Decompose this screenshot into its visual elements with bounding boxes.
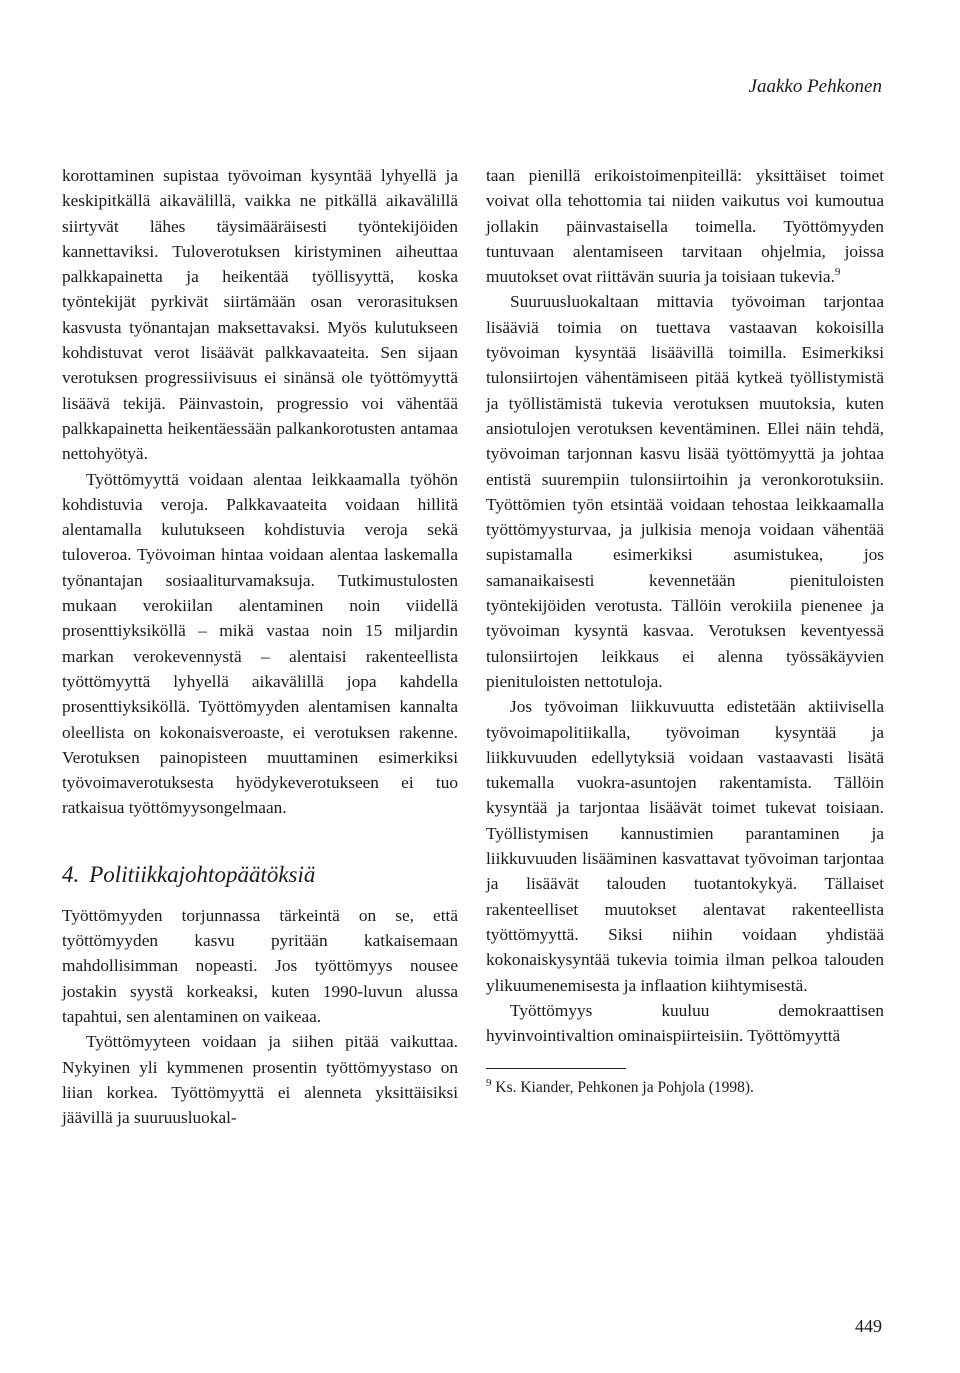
continuation-text: taan pienillä erikoistoimenpiteillä: yksittäiset toimet voivat olla tehottomia tai niiden vaikutus voi kumoutua jollakin päinvastaisella toimella. Työttömyyden tuntuvaan alentamiseen tarvitaan ohjelmia, joissa muutokset ovat riittävän suuria ja toisiaan tukevia. — [486, 166, 884, 287]
running-head-author: Jaakko Pehkonen — [748, 76, 882, 97]
page-number: 449 — [855, 1316, 882, 1336]
footnote-divider — [486, 1068, 626, 1069]
section-heading — [62, 861, 458, 889]
body-paragraph: Työttömyys kuuluu demokraattisen hyvinvointivaltion ominaispiirteisiin. Työttömyyttä — [486, 1000, 884, 1046]
body-paragraph: Suuruusluokaltaan mittavia työvoiman tarjontaa lisääviä toimia on tuettava vastaavan kokoisilla työvoiman kysyntää lisäävillä toimilla. Esimerkiksi tulonsiirtojen vähentämiseen pitää kytkeä työllistymistä ja työllistämistä tukevia verotuksen muutoksia, kuten ansiotulojen verotuksen keventäminen. Ellei näin tehdä, työvoiman tarjonnan kasvu lisää työttömyyttä ja johtaa entistä suurempiin tulonsiirtoihin ja veronkorotuksiin. Työttömien työn etsintää voidaan tehostaa leikkaamalla työttömyysturvaa, ja julkisia menoja voidaan vähentää supistamalla esimerkiksi asumistukea, jos samanaikaisesti kevennetään pienituloisten työntekijöiden verotusta. Tällöin verokiila pienenee ja työvoiman kysyntä kasvaa. Verotuksen keventyessä tulonsiirtojen leikkaus ei alenna työssäkäyvien pienituloisten nettotuloja. — [486, 292, 884, 691]
left-column — [62, 163, 458, 1130]
footnote-marker: 9 — [486, 1077, 492, 1090]
body-paragraph-continued: Työttömyyteen voidaan ja siihen pitää vaikuttaa. Nykyinen yli kymmenen prosentin työttömyystaso on liian korkea. Työttömyyttä ei alenneta yksittäisiksi jäävillä ja suuruusluokal- — [62, 1032, 458, 1128]
footnote — [486, 1077, 884, 1099]
footnote-reference[interactable]: 9 — [834, 266, 841, 279]
body-paragraph-continuation — [486, 163, 884, 289]
body-paragraph: Työttömyyden torjunnassa tärkeintä on se, että työttömyyden kasvu pyritään katkaisemaan mahdollisimman nopeasti. Jos työttömyys nousee jostakin syystä korkeaksi, kuten 1990-luvun alussa tapahtui, sen alentaminen on vaikeaa. — [62, 905, 458, 1026]
right-column — [486, 163, 884, 1099]
body-paragraph: Työttömyyttä voidaan alentaa leikkaamalla työhön kohdistuvia veroja. Palkkavaateita voidaan hillitä alentamalla kulutukseen kohdistuvia veroja sekä tuloveroa. Työvoiman hintaa voidaan alentaa laskemalla työnantajan sosiaaliturvamaksuja. Tutkimustulosten mukaan verokiilan alentaminen noin viidellä prosenttiyksiköllä – mikä vastaa noin 15 miljardin markan verokevennystä – alentaisi rakenteellista työttömyyttä lyhyellä aikavälillä jopa kahdella prosenttiyksiköllä. Työttömyyden alentamisen kannalta oleellista on kokonaisveroaste, ei verotuksen rakenne. Verotuksen painopisteen muuttaminen esimerkiksi työvoimaverotuksesta hyödykeverotukseen ei tuo ratkaisua työttömyysongelmaan. — [62, 469, 458, 818]
body-paragraph: Jos työvoiman liikkuvuutta edistetään aktiivisella työvoimapolitiikalla, työvoiman kysyntää ja liikkuvuuden edellytyksiä voidaan vastaavasti lisätä tukemalla vuokra-asuntojen rakentamista. Tällöin kysyntää ja tarjontaa lisäävät toimet tukevat toisiaan. Työllistymisen kannustimien parantaminen ja liikkuvuuden lisääminen kasvattavat työvoiman tarjontaa ja lisäävät talouden tuotantokykyä. Tällaiset rakenteelliset muutokset alentavat rakenteellista työttömyyttä. Siksi niihin voidaan yhdistää kokonaiskysyntää tukevia toimia ilman pelkoa talouden ylikuumenemisesta ja inflaation kiihtymisestä. — [486, 697, 884, 995]
footnote-text: Ks. Kiander, Pehkonen ja Pohjola (1998). — [495, 1079, 754, 1097]
body-paragraph: korottaminen supistaa työvoiman kysyntää lyhyellä ja keskipitkällä aikavälillä, vaikka ne pitkällä aikavälillä siirtyvät lähes täysimääräisesti työntekijöiden kannettaviksi. Tuloverotuksen kiristyminen aiheuttaa palkkapainetta ja heikentää työllisyyttä, koska työntekijät pyrkivät siirtämään osan verorasituksen kasvusta työnantajan maksettavaksi. Myös kulutukseen kohdistuvat verot lisäävät palkkavaateita. Sen sijaan verotuksen progressiivisuus ei sinänsä ole työttömyyttä lisäävä tekijä. Päinvastoin, progressio voi vähentää palkkapainetta heikentäessään palkankorotusten antamaa nettohyötyä. — [62, 166, 458, 464]
section-title: Politiikkajohtopäätöksiä — [89, 861, 316, 887]
section-number: 4. — [62, 861, 80, 887]
